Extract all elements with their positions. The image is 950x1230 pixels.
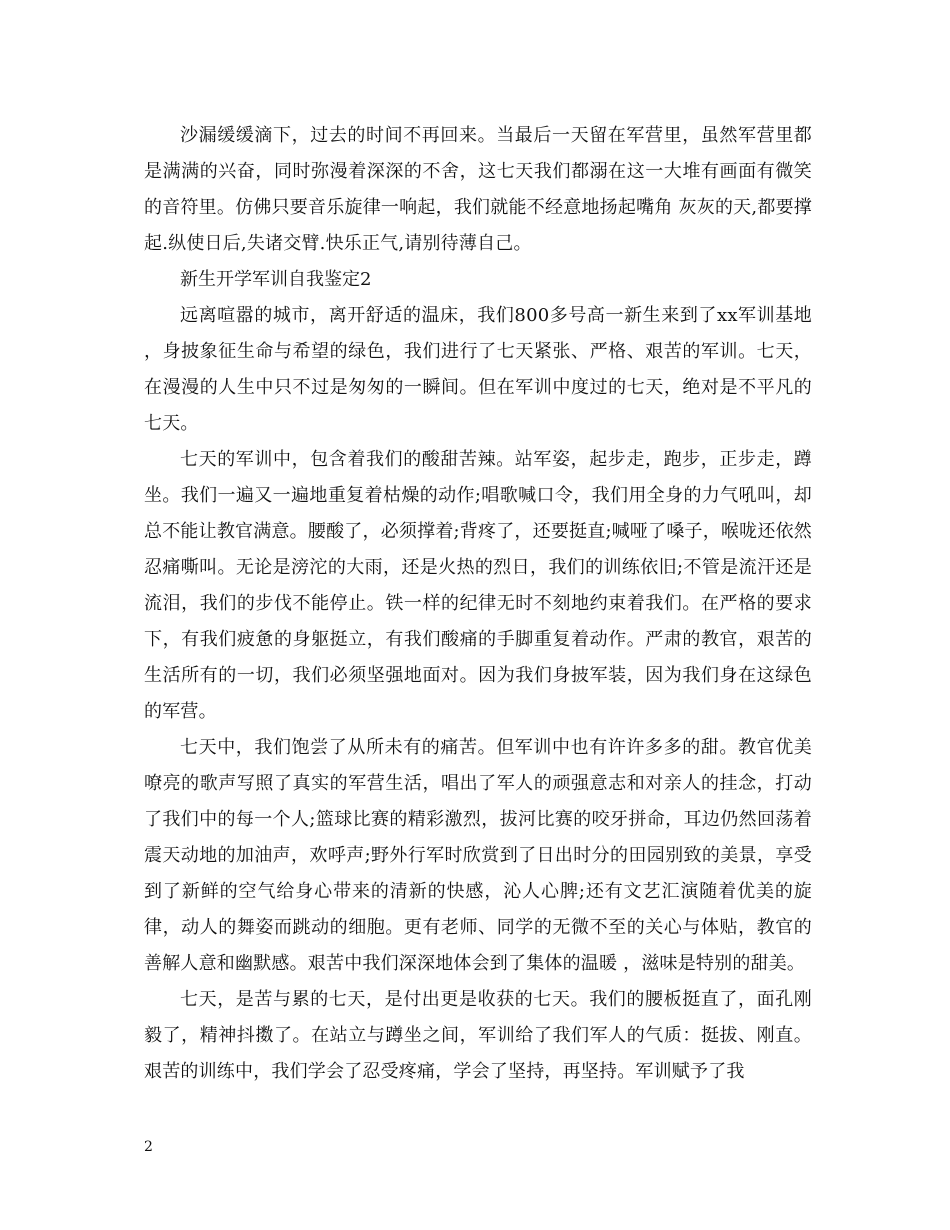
paragraph-arrival: 远离喧嚣的城市，离开舒适的温床，我们800多号高一新生来到了xx军训基地 ，身披象征生命与希望的绿色，我们进行了七天紧张、严格、艰苦的军训。七天，在漫漫的人生中只不过是匆匆的一瞬间。但在军训中度过的七天，绝对是不平凡的七天。: [144, 305, 812, 434]
section-heading: 新生开学军训自我鉴定2: [180, 269, 372, 290]
document-body: [144, 118, 812, 1090]
paragraph-intro: 沙漏缓缓滴下，过去的时间不再回来。当最后一天留在军营里，虽然军营里都是满满的兴奋，同时弥漫着深深的不舍，这七天我们都溺在这一大堆有画面有微笑的音符里。仿佛只要音乐旋律一响起，我们就能不经意地扬起嘴角 灰灰的天,都要撑起.纵使日后,失诸交臂.快乐正气,请别待薄自己。: [144, 125, 812, 254]
paragraph-hardship: 七天的军训中，包含着我们的酸甜苦辣。站军姿，起步走，跑步，正步走，蹲坐。我们一遍又一遍地重复着枯燥的动作;唱歌喊口令，我们用全身的力气吼叫，却总不能让教官满意。腰酸了，必须撑着;背疼了，还要挺直;喊哑了嗓子，喉咙还依然忍痛嘶叫。无论是滂沱的大雨，还是火热的烈日，我们的训练依旧;不管是流汗还是流泪，我们的步伐不能停止。铁一样的纪律无时不刻地约束着我们。在严格的要求下，有我们疲惫的身躯挺立，有我们酸痛的手脚重复着动作。严肃的教官，艰苦的生活所有的一切，我们必须坚强地面对。因为我们身披军装，因为我们身在这绿色的军营。: [144, 449, 812, 722]
paragraph-sweetness: 七天中，我们饱尝了从所未有的痛苦。但军训中也有许许多多的甜。教官优美嘹亮的歌声写照了真实的军营生活，唱出了军人的顽强意志和对亲人的挂念，打动了我们中的每一个人;篮球比赛的精彩激烈，拔河比赛的咬牙拼命，耳边仍然回荡着震天动地的加油声，欢呼声;野外行军时欣赏到了日出时分的田园别致的美景，享受到了新鲜的空气给身心带来的清新的快感，沁人心脾;还有文艺汇演随着优美的旋律，动人的舞姿而跳动的细胞。更有老师、同学的无微不至的关心与体贴，教官的善解人意和幽默感。艰苦中我们深深地体会到了集体的温暖 ，滋味是特别的甜美。: [144, 737, 812, 974]
page-number: 2: [144, 1139, 153, 1155]
paragraph-growth: 七天，是苦与累的七天，是付出更是收获的七天。我们的腰板挺直了，面孔刚毅了，精神抖擞了。在站立与蹲坐之间，军训给了我们军人的气质：挺拔、刚直。艰苦的训练中，我们学会了忍受疼痛，学会了坚持，再坚持。军训赋予了我: [144, 989, 812, 1082]
